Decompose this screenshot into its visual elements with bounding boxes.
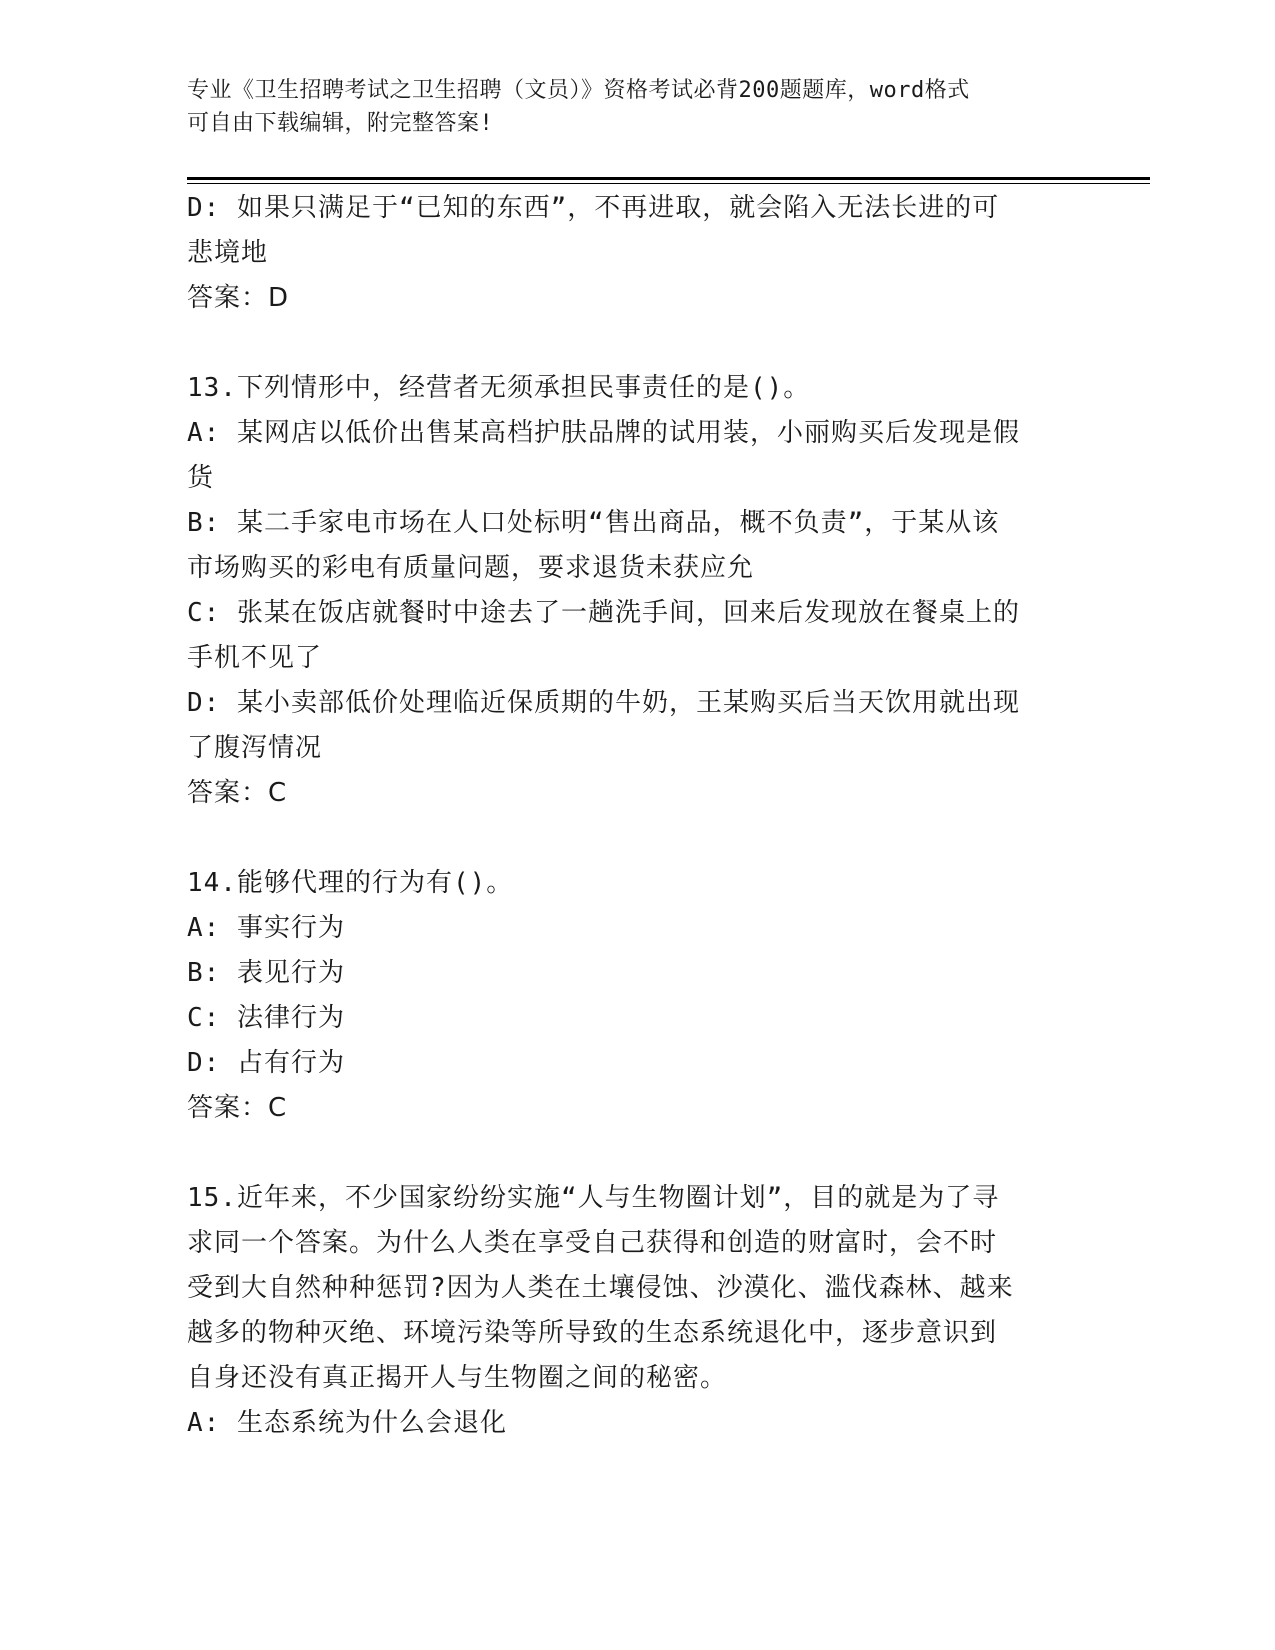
answer-line: 答案：D [187, 283, 290, 313]
question-content [187, 186, 1067, 1446]
question-stem-continued: 自身还没有真正揭开人与生物圈之间的秘密。 [187, 1363, 728, 1393]
question-stem: 13.下列情形中，经营者无须承担民事责任的是()。 [187, 373, 811, 403]
previous-question-tail [187, 186, 1067, 321]
option-d: D: 占有行为 [187, 1048, 345, 1078]
header-title-line-1: 专业《卫生招聘考试之卫生招聘（文员）》资格考试必背200题题库，word格式 [187, 78, 970, 103]
option-d: D: 如果只满足于“已知的东西”，不再进取，就会陷入无法长进的可 [187, 193, 1000, 223]
answer-line: 答案：C [187, 1093, 288, 1123]
header-rule-thin [187, 183, 1150, 184]
option-c: C: 法律行为 [187, 1003, 345, 1033]
option-b: B: 表见行为 [187, 958, 345, 988]
header-title-line-2: 可自由下载编辑，附完整答案! [187, 111, 494, 136]
option-b: B: 某二手家电市场在人口处标明“售出商品，概不负责”，于某从该 [187, 508, 1000, 538]
header-rule-thick [187, 177, 1150, 180]
option-d-continued: 了腹泻情况 [187, 733, 323, 763]
option-c: C: 张某在饭店就餐时中途去了一趟洗手间，回来后发现放在餐桌上的 [187, 598, 1020, 628]
question-15 [187, 1176, 1067, 1446]
question-stem: 15.近年来，不少国家纷纷实施“人与生物圈计划”，目的就是为了寻 [187, 1183, 1000, 1213]
option-b-continued: 市场购买的彩电有质量问题，要求退货未获应允 [187, 553, 755, 583]
option-a: A: 某网店以低价出售某高档护肤品牌的试用装，小丽购买后发现是假 [187, 418, 1020, 448]
question-stem-continued: 求同一个答案。为什么人类在享受自己获得和创造的财富时，会不时 [187, 1228, 998, 1258]
question-stem: 14.能够代理的行为有()。 [187, 868, 514, 898]
question-14 [187, 861, 1067, 1131]
option-c-continued: 手机不见了 [187, 643, 323, 673]
spacer [187, 321, 1067, 366]
question-stem-continued: 越多的物种灭绝、环境污染等所导致的生态系统退化中，逐步意识到 [187, 1318, 998, 1348]
option-d-continued: 悲境地 [187, 238, 269, 268]
page-header [187, 74, 1067, 140]
option-a-continued: 货 [187, 463, 215, 493]
option-a: A: 生态系统为什么会退化 [187, 1408, 507, 1438]
option-a: A: 事实行为 [187, 913, 345, 943]
question-stem-continued: 受到大自然种种惩罚?因为人类在土壤侵蚀、沙漠化、滥伐森林、越来 [187, 1273, 1014, 1303]
spacer [187, 816, 1067, 861]
answer-line: 答案：C [187, 778, 288, 808]
question-13 [187, 366, 1067, 816]
option-d: D: 某小卖部低价处理临近保质期的牛奶，王某购买后当天饮用就出现 [187, 688, 1020, 718]
spacer [187, 1131, 1067, 1176]
